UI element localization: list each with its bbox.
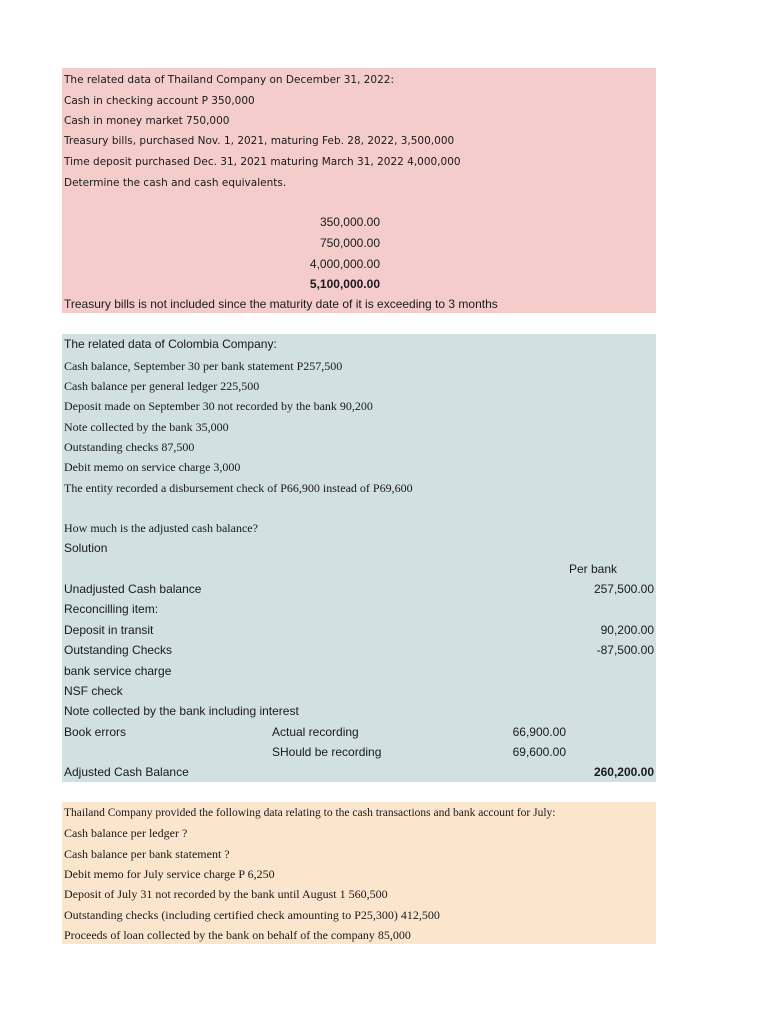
deposit-in-transit-label: Deposit in transit [64, 623, 154, 637]
thailand-problem-panel [62, 68, 656, 313]
thailand-line: Time deposit purchased Dec. 31, 2021 maturing March 31, 2022 4,000,000 [64, 156, 461, 168]
colombia-line: Cash balance, September 30 per bank statement P257,500 [64, 359, 343, 373]
july-line: Cash balance per bank statement ? [64, 847, 230, 861]
adjusted-value: 260,200.00 [593, 765, 654, 779]
thailand-line: Treasury bills, purchased Nov. 1, 2021, maturing Feb. 28, 2022, 3,500,000 [64, 135, 455, 147]
july-line: Deposit of July 31 not recorded by the bank until August 1 560,500 [64, 887, 388, 901]
july-line: Cash balance per ledger ? [64, 826, 188, 840]
thailand-amount: 750,000.00 [319, 236, 380, 250]
colombia-title: The related data of Colombia Company: [64, 337, 277, 351]
colombia-question: How much is the adjusted cash balance? [64, 521, 258, 535]
colombia-solution-label: Solution [64, 541, 108, 555]
colombia-line: Note collected by the bank 35,000 [64, 420, 229, 434]
reconciling-label: Reconcilling item: [64, 602, 159, 616]
colombia-line: The entity recorded a disbursement check of P66,900 instead of P69,600 [64, 481, 413, 495]
thailand-july-panel [62, 802, 656, 944]
actual-recording-label: Actual recording [272, 725, 359, 739]
unadjusted-label: Unadjusted Cash balance [64, 582, 202, 596]
bank-service-charge-label: bank service charge [64, 664, 172, 678]
colombia-problem-panel [62, 334, 656, 782]
should-recording-value: 69,600.00 [512, 745, 566, 759]
thailand-line: Cash in checking account P 350,000 [64, 95, 255, 107]
actual-recording-value: 66,900.00 [512, 725, 566, 739]
unadjusted-value: 257,500.00 [593, 582, 654, 596]
july-line: Thailand Company provided the following data relating to the cash transactions and bank account for July: [64, 807, 556, 819]
july-line: Proceeds of loan collected by the bank on behalf of the company 85,000 [64, 928, 411, 942]
july-line: Debit memo for July service charge P 6,250 [64, 867, 275, 881]
july-line: Outstanding checks (including certified check amounting to P25,300) 412,500 [64, 908, 440, 922]
outstanding-checks-label: Outstanding Checks [64, 643, 173, 657]
thailand-amount: 350,000.00 [319, 215, 380, 229]
thailand-line: Cash in money market 750,000 [64, 115, 230, 127]
deposit-in-transit-value: 90,200.00 [600, 623, 654, 637]
colombia-line: Cash balance per general ledger 225,500 [64, 379, 260, 393]
adjusted-label: Adjusted Cash Balance [64, 765, 189, 779]
thailand-line: The related data of Thailand Company on December 31, 2022: [64, 74, 395, 86]
thailand-note: Treasury bills is not included since the maturity date of it is exceeding to 3 months [64, 297, 498, 311]
thailand-total: 5,100,000.00 [309, 277, 380, 291]
colombia-line: Outstanding checks 87,500 [64, 440, 195, 454]
note-collected-label: Note collected by the bank including interest [64, 704, 299, 718]
per-bank-header: Per bank [569, 562, 618, 576]
colombia-line: Deposit made on September 30 not recorded by the bank 90,200 [64, 399, 373, 413]
nsf-check-label: NSF check [64, 684, 123, 698]
book-errors-label: Book errors [64, 725, 127, 739]
thailand-line: Determine the cash and cash equivalents. [64, 177, 287, 189]
outstanding-checks-value: -87,500.00 [596, 643, 654, 657]
thailand-amount: 4,000,000.00 [309, 257, 380, 271]
colombia-line: Debit memo on service charge 3,000 [64, 460, 241, 474]
should-recording-label: SHould be recording [272, 745, 382, 759]
